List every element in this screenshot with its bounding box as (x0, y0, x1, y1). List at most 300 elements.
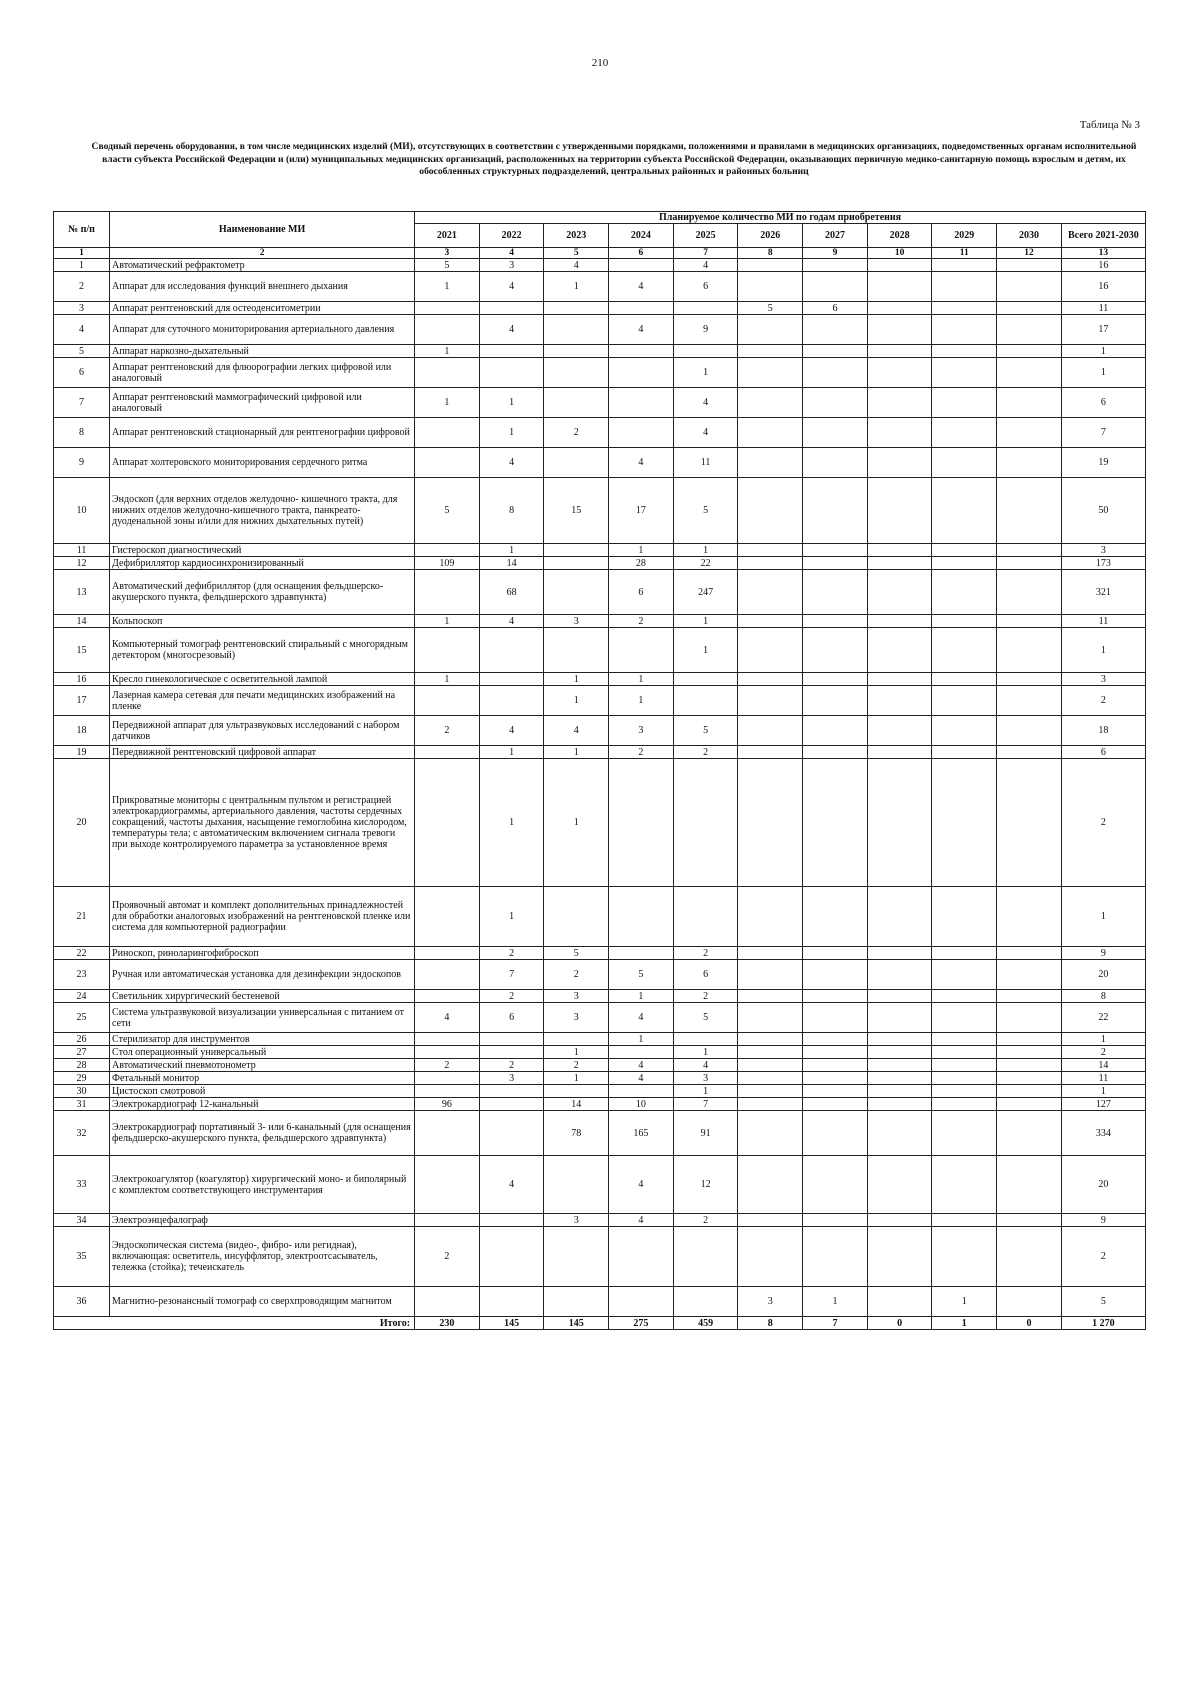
year-quantity-2026 (738, 557, 803, 570)
year-quantity-2026 (738, 1059, 803, 1072)
year-quantity-2024 (609, 1085, 674, 1098)
year-quantity-2025: 9 (673, 315, 738, 345)
year-quantity-2023: 1 (544, 746, 609, 759)
year-quantity-2024: 3 (609, 716, 674, 746)
year-quantity-2029 (932, 887, 997, 947)
row-number: 21 (54, 887, 110, 947)
year-quantity-2026 (738, 1072, 803, 1085)
row-total: 2 (1061, 1227, 1145, 1287)
year-quantity-2030 (997, 716, 1062, 746)
row-number: 29 (54, 1072, 110, 1085)
year-quantity-2022 (479, 1227, 544, 1287)
table-row (54, 358, 1146, 388)
year-quantity-2029 (932, 1156, 997, 1214)
row-number: 13 (54, 570, 110, 615)
table-row (54, 1072, 1146, 1085)
year-quantity-2026 (738, 1214, 803, 1227)
device-name: Автоматический дефибриллятор (для оснащения фельдшерско-акушерского пункта, фельдшерского здравпункта) (110, 570, 415, 615)
row-total: 11 (1061, 615, 1145, 628)
row-number: 33 (54, 1156, 110, 1214)
year-quantity-2026 (738, 673, 803, 686)
year-quantity-2025: 2 (673, 990, 738, 1003)
year-quantity-2025 (673, 345, 738, 358)
year-quantity-2023: 3 (544, 1003, 609, 1033)
year-quantity-2025: 2 (673, 1214, 738, 1227)
year-quantity-2023 (544, 358, 609, 388)
year-quantity-2025: 4 (673, 388, 738, 418)
year-quantity-2028 (867, 272, 932, 302)
device-name: Аппарат рентгеновский для флюорографии легких цифровой или аналоговый (110, 358, 415, 388)
year-quantity-2030 (997, 478, 1062, 544)
year-quantity-2026 (738, 1098, 803, 1111)
year-quantity-2029 (932, 544, 997, 557)
year-quantity-2027 (803, 557, 868, 570)
year-quantity-2025 (673, 1227, 738, 1287)
year-total-2030: 0 (997, 1317, 1062, 1330)
device-name: Передвижной рентгеновский цифровой аппарат (110, 746, 415, 759)
year-quantity-2024: 1 (609, 544, 674, 557)
row-number: 23 (54, 960, 110, 990)
year-quantity-2021: 1 (415, 388, 480, 418)
row-number: 14 (54, 615, 110, 628)
header-year: 2030 (997, 224, 1062, 248)
year-quantity-2029 (932, 315, 997, 345)
device-name: Электрокоагулятор (коагулятор) хирургический моно- и биполярный с комплектом соответствующего инструментария (110, 1156, 415, 1214)
year-quantity-2027 (803, 345, 868, 358)
device-name: Магнитно-резонансный томограф со сверхпроводящим магнитом (110, 1287, 415, 1317)
year-quantity-2025: 2 (673, 947, 738, 960)
table-row (54, 887, 1146, 947)
year-total-2025: 459 (673, 1317, 738, 1330)
device-name: Эндоскоп (для верхних отделов желудочно- кишечного тракта, для нижних отделов желудочно-кишечного тракта, панкреато-дуоденальной зоны и/или для нижних дыхательных путей) (110, 478, 415, 544)
year-quantity-2026 (738, 315, 803, 345)
year-quantity-2023 (544, 557, 609, 570)
year-quantity-2030 (997, 615, 1062, 628)
year-quantity-2028 (867, 1287, 932, 1317)
year-quantity-2026 (738, 448, 803, 478)
year-quantity-2028 (867, 345, 932, 358)
row-total: 11 (1061, 302, 1145, 315)
year-quantity-2021 (415, 1046, 480, 1059)
year-quantity-2028 (867, 759, 932, 887)
row-total: 7 (1061, 418, 1145, 448)
year-quantity-2021 (415, 1033, 480, 1046)
year-total-2024: 275 (609, 1317, 674, 1330)
year-quantity-2028 (867, 1003, 932, 1033)
column-number: 3 (415, 248, 480, 259)
totals-label: Итого: (54, 1317, 415, 1330)
table-row (54, 345, 1146, 358)
equipment-table (53, 211, 1146, 1330)
year-quantity-2028 (867, 947, 932, 960)
row-number: 19 (54, 746, 110, 759)
year-quantity-2025: 11 (673, 448, 738, 478)
table-row (54, 259, 1146, 272)
year-quantity-2029 (932, 272, 997, 302)
device-name: Аппарат для исследования функций внешнего дыхания (110, 272, 415, 302)
totals-row (54, 1317, 1146, 1330)
year-quantity-2029 (932, 990, 997, 1003)
year-quantity-2022: 3 (479, 1072, 544, 1085)
year-quantity-2024: 5 (609, 960, 674, 990)
year-quantity-2027 (803, 1046, 868, 1059)
year-quantity-2021 (415, 628, 480, 673)
year-quantity-2022: 4 (479, 272, 544, 302)
year-quantity-2027 (803, 315, 868, 345)
year-quantity-2024: 1 (609, 1033, 674, 1046)
table-row (54, 570, 1146, 615)
year-quantity-2025: 4 (673, 418, 738, 448)
year-quantity-2026 (738, 388, 803, 418)
device-name: Передвижной аппарат для ультразвуковых исследований с набором датчиков (110, 716, 415, 746)
year-quantity-2026 (738, 990, 803, 1003)
row-number: 11 (54, 544, 110, 557)
table-row (54, 990, 1146, 1003)
grand-total: 1 270 (1061, 1317, 1145, 1330)
year-quantity-2030 (997, 1003, 1062, 1033)
table-row (54, 478, 1146, 544)
device-name: Автоматический рефрактометр (110, 259, 415, 272)
row-total: 2 (1061, 1046, 1145, 1059)
year-total-2026: 8 (738, 1317, 803, 1330)
row-total: 3 (1061, 673, 1145, 686)
year-quantity-2024 (609, 887, 674, 947)
table-row (54, 1287, 1146, 1317)
year-quantity-2024 (609, 388, 674, 418)
table-row (54, 1003, 1146, 1033)
header-year: 2026 (738, 224, 803, 248)
year-quantity-2021: 5 (415, 259, 480, 272)
year-quantity-2023 (544, 388, 609, 418)
year-quantity-2027 (803, 259, 868, 272)
device-name: Компьютерный томограф рентгеновский спиральный с многорядным детектором (многосрезовый) (110, 628, 415, 673)
row-number: 28 (54, 1059, 110, 1072)
table-row (54, 302, 1146, 315)
row-number: 7 (54, 388, 110, 418)
year-quantity-2027 (803, 1111, 868, 1156)
year-quantity-2024 (609, 1046, 674, 1059)
year-total-2027: 7 (803, 1317, 868, 1330)
row-number: 9 (54, 448, 110, 478)
row-total: 1 (1061, 1085, 1145, 1098)
device-name: Система ультразвуковой визуализации универсальная с питанием от сети (110, 1003, 415, 1033)
header-year: 2023 (544, 224, 609, 248)
row-total: 127 (1061, 1098, 1145, 1111)
year-quantity-2025: 5 (673, 716, 738, 746)
device-name: Эндоскопическая система (видео-, фибро- или регидная), включающая: осветитель, инсуффлятор, электроотсасыватель, тележка (стойка); течеискатель (110, 1227, 415, 1287)
year-quantity-2027 (803, 1156, 868, 1214)
year-quantity-2026 (738, 615, 803, 628)
table-row (54, 746, 1146, 759)
year-quantity-2023 (544, 302, 609, 315)
year-quantity-2030 (997, 990, 1062, 1003)
year-quantity-2029 (932, 345, 997, 358)
row-number: 5 (54, 345, 110, 358)
year-quantity-2030 (997, 1156, 1062, 1214)
device-name: Автоматический пневмотонометр (110, 1059, 415, 1072)
year-quantity-2026 (738, 1227, 803, 1287)
year-quantity-2025 (673, 1287, 738, 1317)
row-number: 34 (54, 1214, 110, 1227)
year-quantity-2022 (479, 628, 544, 673)
year-quantity-2027 (803, 947, 868, 960)
year-quantity-2026 (738, 570, 803, 615)
year-quantity-2030 (997, 418, 1062, 448)
year-quantity-2022: 4 (479, 1156, 544, 1214)
year-quantity-2028 (867, 1214, 932, 1227)
row-number: 32 (54, 1111, 110, 1156)
year-quantity-2030 (997, 759, 1062, 887)
row-total: 1 (1061, 628, 1145, 673)
column-number: 11 (932, 248, 997, 259)
year-quantity-2029 (932, 947, 997, 960)
year-quantity-2026 (738, 947, 803, 960)
year-quantity-2021: 4 (415, 1003, 480, 1033)
year-quantity-2026 (738, 759, 803, 887)
row-number: 8 (54, 418, 110, 448)
year-quantity-2030 (997, 1072, 1062, 1085)
device-name: Стерилизатор для инструментов (110, 1033, 415, 1046)
table-row (54, 686, 1146, 716)
year-quantity-2027 (803, 686, 868, 716)
page-number: 210 (591, 57, 609, 69)
year-quantity-2021 (415, 1214, 480, 1227)
device-name: Светильник хирургический бестеневой (110, 990, 415, 1003)
year-quantity-2030 (997, 557, 1062, 570)
year-quantity-2024: 165 (609, 1111, 674, 1156)
year-quantity-2022: 1 (479, 544, 544, 557)
year-quantity-2021: 109 (415, 557, 480, 570)
year-quantity-2021 (415, 570, 480, 615)
year-quantity-2030 (997, 1111, 1062, 1156)
device-name: Аппарат рентгеновский маммографический цифровой или аналоговый (110, 388, 415, 418)
header-year: 2027 (803, 224, 868, 248)
year-quantity-2029 (932, 448, 997, 478)
year-quantity-2025: 22 (673, 557, 738, 570)
year-quantity-2028 (867, 1156, 932, 1214)
year-quantity-2025: 6 (673, 272, 738, 302)
device-name: Электроэнцефалограф (110, 1214, 415, 1227)
table-row (54, 315, 1146, 345)
year-quantity-2027 (803, 418, 868, 448)
year-quantity-2030 (997, 1214, 1062, 1227)
year-quantity-2022 (479, 1085, 544, 1098)
year-quantity-2022: 4 (479, 615, 544, 628)
year-quantity-2023 (544, 570, 609, 615)
device-name: Аппарат наркозно-дыхательный (110, 345, 415, 358)
year-quantity-2024: 4 (609, 1003, 674, 1033)
row-number: 27 (54, 1046, 110, 1059)
year-quantity-2024 (609, 302, 674, 315)
year-quantity-2028 (867, 615, 932, 628)
table-row (54, 1098, 1146, 1111)
year-quantity-2022: 1 (479, 759, 544, 887)
row-total: 19 (1061, 448, 1145, 478)
year-quantity-2029 (932, 960, 997, 990)
year-quantity-2022: 4 (479, 716, 544, 746)
device-name: Фетальный монитор (110, 1072, 415, 1085)
year-quantity-2022: 2 (479, 1059, 544, 1072)
year-quantity-2021: 1 (415, 345, 480, 358)
year-quantity-2026 (738, 887, 803, 947)
year-quantity-2023 (544, 448, 609, 478)
year-quantity-2027 (803, 628, 868, 673)
year-quantity-2024 (609, 947, 674, 960)
year-quantity-2028 (867, 1072, 932, 1085)
year-quantity-2022 (479, 1033, 544, 1046)
year-quantity-2021 (415, 1085, 480, 1098)
row-total: 18 (1061, 716, 1145, 746)
row-total: 14 (1061, 1059, 1145, 1072)
device-name: Гистероскоп диагностический (110, 544, 415, 557)
year-quantity-2024: 4 (609, 448, 674, 478)
row-total: 321 (1061, 570, 1145, 615)
year-quantity-2021 (415, 302, 480, 315)
table-caption: Таблица № 3 (1079, 119, 1140, 131)
year-quantity-2021 (415, 418, 480, 448)
year-quantity-2027: 1 (803, 1287, 868, 1317)
table-row (54, 1111, 1146, 1156)
year-quantity-2030 (997, 345, 1062, 358)
column-number: 12 (997, 248, 1062, 259)
year-quantity-2027 (803, 1033, 868, 1046)
column-number: 8 (738, 248, 803, 259)
year-quantity-2023: 2 (544, 1059, 609, 1072)
column-number: 1 (54, 248, 110, 259)
year-quantity-2030 (997, 960, 1062, 990)
year-quantity-2027 (803, 570, 868, 615)
year-quantity-2027 (803, 1003, 868, 1033)
year-quantity-2025: 1 (673, 628, 738, 673)
row-number: 12 (54, 557, 110, 570)
year-quantity-2023: 1 (544, 1072, 609, 1085)
year-quantity-2026 (738, 746, 803, 759)
year-quantity-2028 (867, 259, 932, 272)
year-quantity-2029 (932, 259, 997, 272)
year-quantity-2027 (803, 1085, 868, 1098)
year-quantity-2030 (997, 570, 1062, 615)
year-quantity-2025: 1 (673, 615, 738, 628)
year-quantity-2026 (738, 1085, 803, 1098)
row-total: 334 (1061, 1111, 1145, 1156)
year-quantity-2027 (803, 990, 868, 1003)
year-quantity-2030 (997, 1046, 1062, 1059)
year-quantity-2022 (479, 1214, 544, 1227)
year-quantity-2027 (803, 1227, 868, 1287)
year-quantity-2028 (867, 887, 932, 947)
year-quantity-2021: 5 (415, 478, 480, 544)
year-quantity-2026 (738, 358, 803, 388)
table-row (54, 759, 1146, 887)
year-quantity-2021 (415, 759, 480, 887)
year-quantity-2029 (932, 478, 997, 544)
row-total: 9 (1061, 947, 1145, 960)
year-quantity-2023: 1 (544, 272, 609, 302)
year-quantity-2028 (867, 557, 932, 570)
year-quantity-2024 (609, 759, 674, 887)
year-quantity-2021 (415, 1072, 480, 1085)
year-quantity-2021 (415, 960, 480, 990)
year-quantity-2023 (544, 887, 609, 947)
year-quantity-2029 (932, 759, 997, 887)
row-number: 2 (54, 272, 110, 302)
year-quantity-2027 (803, 1059, 868, 1072)
year-quantity-2022: 2 (479, 990, 544, 1003)
year-quantity-2022 (479, 686, 544, 716)
year-quantity-2021 (415, 686, 480, 716)
year-quantity-2028 (867, 628, 932, 673)
year-quantity-2029 (932, 1059, 997, 1072)
column-number: 13 (1061, 248, 1145, 259)
row-total: 2 (1061, 686, 1145, 716)
row-total: 1 (1061, 1033, 1145, 1046)
table-row (54, 615, 1146, 628)
year-quantity-2030 (997, 1059, 1062, 1072)
year-quantity-2025 (673, 887, 738, 947)
year-quantity-2030 (997, 302, 1062, 315)
year-quantity-2023 (544, 1227, 609, 1287)
year-quantity-2021: 1 (415, 673, 480, 686)
row-number: 24 (54, 990, 110, 1003)
year-quantity-2022 (479, 1098, 544, 1111)
row-total: 20 (1061, 1156, 1145, 1214)
year-quantity-2025 (673, 759, 738, 887)
year-quantity-2027 (803, 388, 868, 418)
year-quantity-2029 (932, 302, 997, 315)
year-quantity-2022 (479, 358, 544, 388)
header-year: 2025 (673, 224, 738, 248)
year-quantity-2027 (803, 960, 868, 990)
year-quantity-2028 (867, 544, 932, 557)
table-row (54, 1059, 1146, 1072)
row-number: 31 (54, 1098, 110, 1111)
year-quantity-2027 (803, 887, 868, 947)
year-quantity-2028 (867, 570, 932, 615)
year-quantity-2022 (479, 1111, 544, 1156)
device-name: Лазерная камера сетевая для печати медицинских изображений на пленке (110, 686, 415, 716)
row-total: 8 (1061, 990, 1145, 1003)
header-year: 2028 (867, 224, 932, 248)
table-row (54, 1156, 1146, 1214)
year-quantity-2024: 1 (609, 990, 674, 1003)
year-quantity-2029 (932, 1046, 997, 1059)
year-quantity-2025: 91 (673, 1111, 738, 1156)
year-quantity-2027 (803, 544, 868, 557)
year-quantity-2028 (867, 1059, 932, 1072)
year-quantity-2027: 6 (803, 302, 868, 315)
year-quantity-2022 (479, 1287, 544, 1317)
year-quantity-2023: 3 (544, 615, 609, 628)
year-quantity-2022: 6 (479, 1003, 544, 1033)
header-name: Наименование МИ (110, 212, 415, 248)
year-quantity-2029: 1 (932, 1287, 997, 1317)
year-quantity-2024: 28 (609, 557, 674, 570)
year-quantity-2029 (932, 1111, 997, 1156)
year-quantity-2022 (479, 302, 544, 315)
year-quantity-2029 (932, 746, 997, 759)
year-quantity-2029 (932, 1003, 997, 1033)
year-total-2029: 1 (932, 1317, 997, 1330)
year-quantity-2029 (932, 686, 997, 716)
year-quantity-2023: 1 (544, 759, 609, 887)
year-quantity-2030 (997, 686, 1062, 716)
year-quantity-2026 (738, 1033, 803, 1046)
header-year: 2022 (479, 224, 544, 248)
header-total: Всего 2021-2030 (1061, 224, 1145, 248)
table-row (54, 960, 1146, 990)
year-quantity-2030 (997, 315, 1062, 345)
year-quantity-2027 (803, 478, 868, 544)
